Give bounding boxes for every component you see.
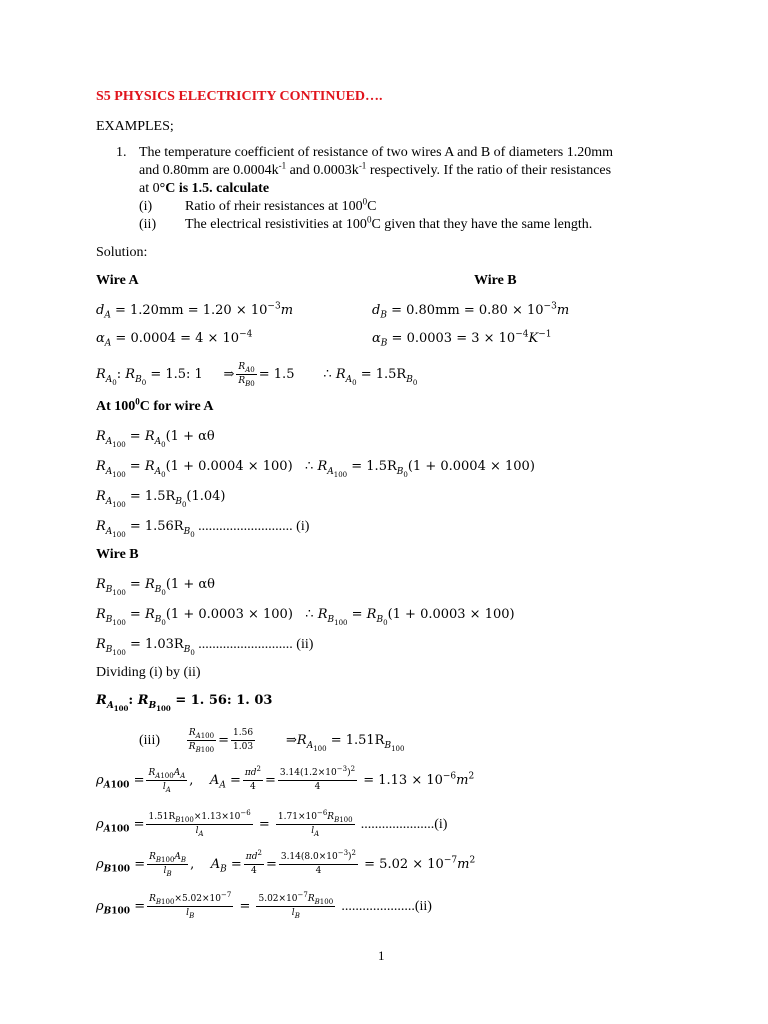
ratio-100-eq: $R_{A_{100}}$: $R_{B_{100}} = 1$. 56: 1. 03 bbox=[96, 693, 273, 713]
question-line-3: at 0°C is 1.5. calculate bbox=[139, 181, 270, 196]
page-title: S5 PHYSICS ELECTRICITY CONTINUED…. bbox=[96, 89, 383, 104]
resistance-a-eq-2: $R_{A_{100}} = R_{A_0}(1 + 0.0004 \times 100)$ ∴ $R_{A_{100}} = 1.5R_{B_0}(1 + 0.0004 \times 100)$ bbox=[96, 459, 535, 479]
resistance-b-eq-2: $R_{B_{100}} = R_{B_0}(1 + 0.0003 \times 100)$ ∴ $R_{B_{100}} = R_{B_0}(1 + 0.0003 \times 100)$ bbox=[96, 607, 515, 627]
rho-b-area-eq: $\rho_{B100}$ = $\frac{R_{B100}A_B}{l_B}$ , $A_B$ = $\frac{\pi d^2}{4}$ = $\frac{3.14(8.0\times 10^{-3})^2}{4}$ = $5.02 \times 10^{-7}m^2$ bbox=[96, 849, 476, 878]
wire-b-subheading: Wire B bbox=[96, 547, 139, 562]
alpha-a-eq: $\alpha_A = 0.0004 = 4 \times 10^{-4}$ bbox=[96, 329, 253, 349]
resistance-b-eq-1: $R_{B_{100}} = R_{B_0}(1 + \alpha\theta$ bbox=[96, 577, 215, 597]
wire-b-heading: Wire B bbox=[474, 273, 517, 288]
page-number: 1 bbox=[378, 948, 385, 963]
question-line-1: The temperature coefficient of resistance of two wires A and B of diameters 1.20mm bbox=[139, 145, 614, 160]
question-number: 1. bbox=[116, 145, 127, 160]
resistance-b-eq-3: $R_{B_{100}} = 1.03R_{B_0}$ ........................... (ii) bbox=[96, 637, 314, 657]
resistance-a-eq-1: $R_{A_{100}} = R_{A_0}(1 + \alpha\theta$ bbox=[96, 429, 215, 449]
ratio-zero-eq: $R_{A_0}$: $R_{B_0} = 1.5$: 1 ⇒ $\frac{R_{A0}}{R_{B0}}$ = 1.5 ∴ $R_{A_0} = 1.5R_{B_0}$ bbox=[96, 362, 418, 388]
ratio-iii-eq: (iii) $\frac{R_{A100}}{R_{B100}}$ = $\frac{1.56}{1.03}$ $\Rightarrow R_{A_{100}} = 1.51R_{B_{100}}$ bbox=[139, 728, 405, 754]
part-ii-text: The electrical resistivities at $100^0C$ given that they have the same length. bbox=[185, 214, 593, 232]
question-line-2: and 0.80mm are $0.0004k^{-1}$ and $0.0003k^{-1}$ respectively. If the ratio of their resistances bbox=[139, 160, 612, 178]
part-ii-label: (ii) bbox=[139, 217, 157, 232]
at-100-wire-a-heading: At $100^0C$ for wire A bbox=[96, 396, 214, 414]
examples-label: EXAMPLES; bbox=[96, 119, 174, 134]
diameter-b-eq: $d_B = 0.80mm = 0.80 \times 10^{-3}m$ bbox=[372, 301, 570, 321]
solution-label: Solution: bbox=[96, 245, 148, 260]
resistance-a-eq-4: $R_{A_{100}} = 1.56R_{B_0}$ ........................... (i) bbox=[96, 519, 310, 539]
alpha-b-eq: $\alpha_B = 0.0003 = 3 \times 10^{-4}K^{-1}$ bbox=[372, 329, 552, 349]
part-i-text: Ratio of rheir resistances at $100^0C$ bbox=[185, 196, 377, 214]
rho-a-eq: $\rho_{A100}$ = $\frac{1.51R_{B100}\times 1.13\times 10^{-6}}{l_A}$ = $\frac{1.71\times 10^{-6}R_{B100}}{l_A}$ .....................(i) bbox=[96, 809, 448, 838]
resistance-a-eq-3: $R_{A_{100}} = 1.5R_{B_0}(1.04)$ bbox=[96, 489, 226, 509]
wire-a-heading: Wire A bbox=[96, 273, 139, 288]
rho-a-area-eq: $\rho_{A100}$ = $\frac{R_{A100}A_A}{l_A}$ , $A_A$ = $\frac{\pi d^2}{4}$ = $\frac{3.14(1.2\times 10^{-3})^2}{4}$ = $1.13 \times 10^{-6}m^2$ bbox=[96, 765, 475, 794]
dividing-text: Dividing (i) by (ii) bbox=[96, 665, 201, 680]
part-i-label: (i) bbox=[139, 199, 153, 214]
rho-b-eq: $\rho_{B100}$ = $\frac{R_{B100}\times 5.02\times 10^{-7}}{l_B}$ = $\frac{5.02\times 10^{-7}R_{B100}}{l_B}$ .....................(ii) bbox=[96, 891, 432, 920]
diameter-a-eq: $d_A = 1.20mm = 1.20 \times 10^{-3}m$ bbox=[96, 301, 294, 321]
